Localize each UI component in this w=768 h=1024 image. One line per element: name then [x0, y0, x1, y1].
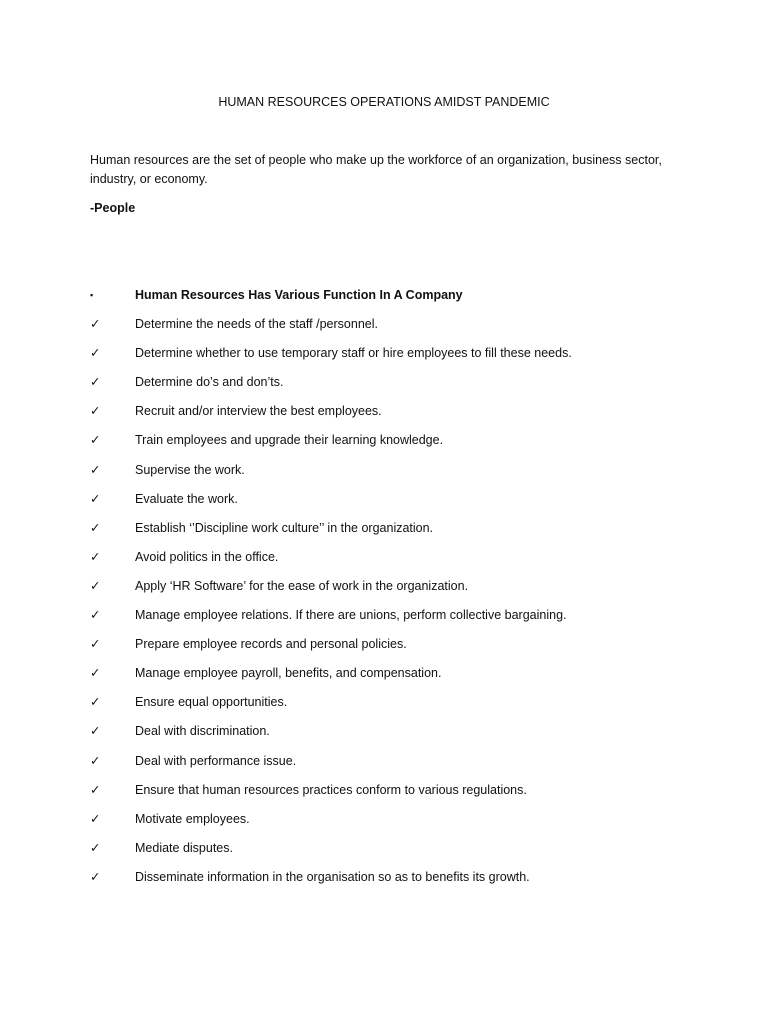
list-item-text: Determine the needs of the staff /personnel. [135, 317, 378, 332]
list-item [0, 548, 768, 577]
list-item [0, 664, 768, 693]
checkmark-icon: ✓ [90, 724, 101, 739]
list-item-text: Avoid politics in the office. [135, 549, 279, 564]
list-item-text: Deal with performance issue. [135, 753, 297, 768]
list-item-text: Prepare employee records and personal policies. [135, 637, 407, 652]
list-item [0, 752, 768, 781]
square-bullet-icon: ▪ [90, 290, 94, 300]
intro-paragraph: Human resources are the set of people who make up the workforce of an organization, business sector, industry, or economy. [90, 153, 662, 186]
checkmark-icon: ✓ [90, 578, 101, 593]
checkmark-icon: ✓ [90, 433, 101, 448]
list-item [0, 431, 768, 460]
list-item-text: Ensure that human resources practices conform to various regulations. [135, 782, 527, 797]
list-item [0, 461, 768, 490]
checkmark-icon: ✓ [90, 608, 101, 623]
list-item-text: Deal with discrimination. [135, 724, 270, 739]
checkmark-icon: ✓ [90, 317, 101, 332]
checkmark-icon: ✓ [90, 346, 101, 361]
checkmark-icon: ✓ [90, 491, 101, 506]
checkmark-icon: ✓ [90, 375, 101, 390]
list-heading [0, 286, 768, 315]
list-item-text: Manage employee payroll, benefits, and compensation. [135, 666, 442, 681]
checkmark-icon: ✓ [90, 404, 101, 419]
list-item [0, 839, 768, 868]
list-item-text: Train employees and upgrade their learning knowledge. [135, 433, 444, 448]
checkmark-icon: ✓ [90, 811, 101, 826]
checkmark-icon: ✓ [90, 782, 101, 797]
list-item-text: Determine whether to use temporary staff or hire employees to fill these needs. [135, 346, 572, 361]
list-item [0, 373, 768, 402]
checkmark-icon: ✓ [90, 520, 101, 535]
list-item-text: Supervise the work. [135, 462, 245, 477]
checkmark-icon: ✓ [90, 637, 101, 652]
list-item-text: Recruit and/or interview the best employees. [135, 404, 382, 419]
checkmark-icon: ✓ [90, 462, 101, 477]
list-item [0, 519, 768, 548]
list-item [0, 606, 768, 635]
list-item-text: Establish ‘’Discipline work culture’’ in the organization. [135, 520, 434, 535]
list-item [0, 781, 768, 810]
list-item [0, 722, 768, 751]
list-item-text: Manage employee relations. If there are unions, perform collective bargaining. [135, 608, 567, 623]
list-item [0, 635, 768, 664]
list-item-text: Ensure equal opportunities. [135, 695, 288, 710]
list-item-text: Disseminate information in the organisation so as to benefits its growth. [135, 869, 530, 884]
checkmark-icon: ✓ [90, 695, 101, 710]
list-item [0, 868, 768, 897]
list-item [0, 693, 768, 722]
list-item [0, 810, 768, 839]
list-item-text: Mediate disputes. [135, 840, 233, 855]
checkmark-icon: ✓ [90, 549, 101, 564]
list-item [0, 402, 768, 431]
list-item [0, 344, 768, 373]
list-item [0, 577, 768, 606]
checkmark-icon: ✓ [90, 869, 101, 884]
people-label: -People [90, 201, 136, 215]
checkmark-icon: ✓ [90, 666, 101, 681]
document-title: HUMAN RESOURCES OPERATIONS AMIDST PANDEMIC [218, 95, 550, 109]
list-item [0, 315, 768, 344]
list-heading-text: Human Resources Has Various Function In A Company [135, 288, 463, 302]
list-item [0, 490, 768, 519]
checkmark-icon: ✓ [90, 753, 101, 768]
list-item-text: Determine do’s and don’ts. [135, 375, 284, 390]
function-list [0, 286, 768, 897]
list-item-text: Motivate employees. [135, 811, 250, 826]
checkmark-icon: ✓ [90, 840, 101, 855]
list-item-text: Apply ‘HR Software’ for the ease of work in the organization. [135, 578, 469, 593]
list-item-text: Evaluate the work. [135, 491, 238, 506]
